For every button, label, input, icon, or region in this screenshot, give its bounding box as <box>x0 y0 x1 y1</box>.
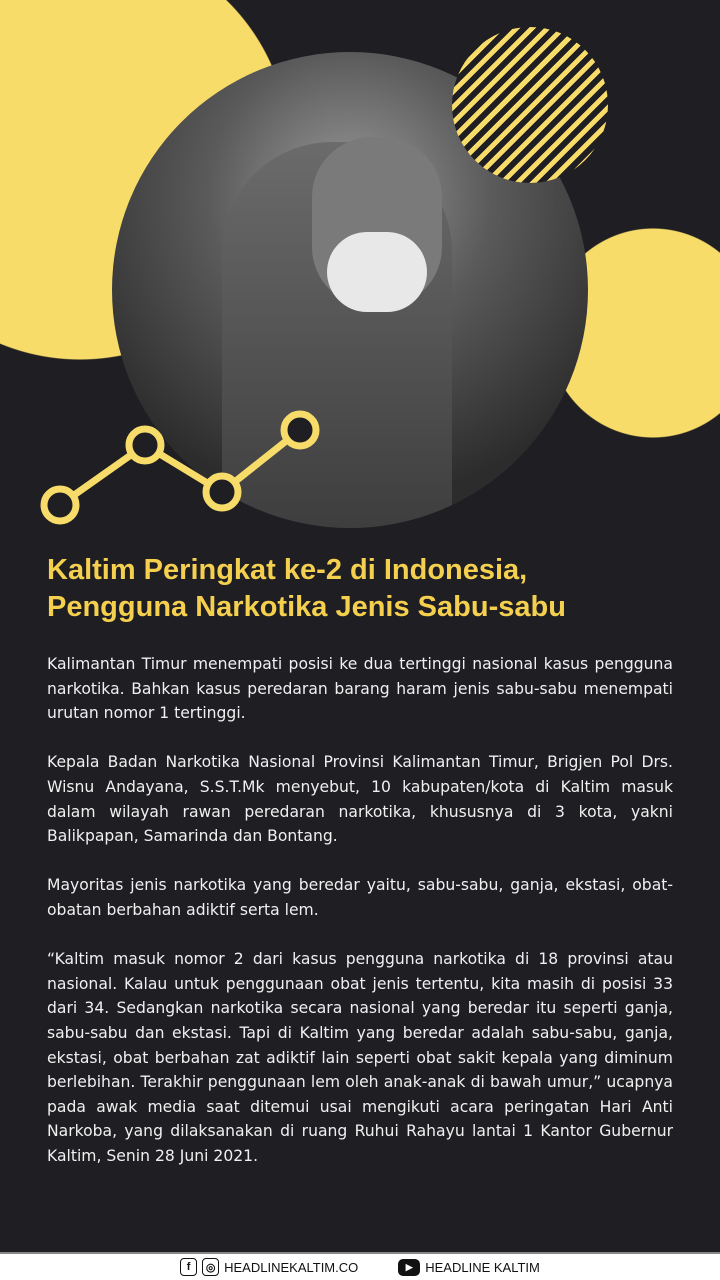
youtube-label: HEADLINE KALTIM <box>425 1259 540 1275</box>
website-link[interactable] <box>180 1258 358 1276</box>
youtube-icon: ▶ <box>398 1259 420 1276</box>
paragraph: Kalimantan Timur menempati posisi ke dua tertinggi nasional kasus pengguna narkotika. Bahkan kasus peredaran barang haram jenis sabu-sabu menempati urutan nomor 1 tertinggi. <box>47 655 673 723</box>
youtube-link[interactable] <box>398 1259 540 1276</box>
website-label: HEADLINEKALTIM.CO <box>224 1259 359 1275</box>
striped-circle-decoration <box>452 27 608 183</box>
paragraph: Kepala Badan Narkotika Nasional Provinsi Kalimantan Timur, Brigjen Pol Drs. Wisnu Andayana, S.S.T.Mk menyebut, 10 kabupaten/kota di Kaltim masuk dalam wilayah rawan peredaran narkotika, khususnya di 3 kota, yakni Balikpapan, Samarinda dan Bontang. <box>47 753 673 846</box>
headline-line-1: Kaltim Peringkat ke-2 di Indonesia, <box>47 554 528 586</box>
footer <box>0 1252 720 1280</box>
instagram-icon: ◎ <box>202 1258 219 1276</box>
headline-line-2: Pengguna Narkotika Jenis Sabu-sabu <box>47 591 566 623</box>
paragraph: Mayoritas jenis narkotika yang beredar yaitu, sabu-sabu, ganja, ekstasi, obat-obatan berbahan adiktif serta lem. <box>47 876 673 919</box>
facebook-icon: f <box>180 1258 197 1276</box>
article-body <box>47 652 673 1193</box>
line-graph-decoration <box>30 405 330 535</box>
paragraph: “Kaltim masuk nomor 2 dari kasus pengguna narkotika di 18 provinsi atau nasional. Kalau untuk penggunaan obat jenis tertentu, kita masih di posisi 33 dari 34. Sedangkan narkotika secara nasional yang beredar itu seperti ganja, sabu-sabu dan ekstasi. Tapi di Kaltim yang beredar adalah sabu-sabu, ganja, ekstasi, obat berbahan zat adiktif lain seperti obat sakit kepala yang diminum berlebihan. Terakhir penggunaan lem oleh anak-anak di bawah umur,” ucapnya pada awak media saat ditemui usai mengikuti acara peringatan Hari Anti Narkoba, yang dilaksanakan di ruang Ruhui Rahayu lantai 1 Kantor Gubernur Kaltim, Senin 28 Juni 2021. <box>47 950 673 1165</box>
headline <box>47 552 687 626</box>
